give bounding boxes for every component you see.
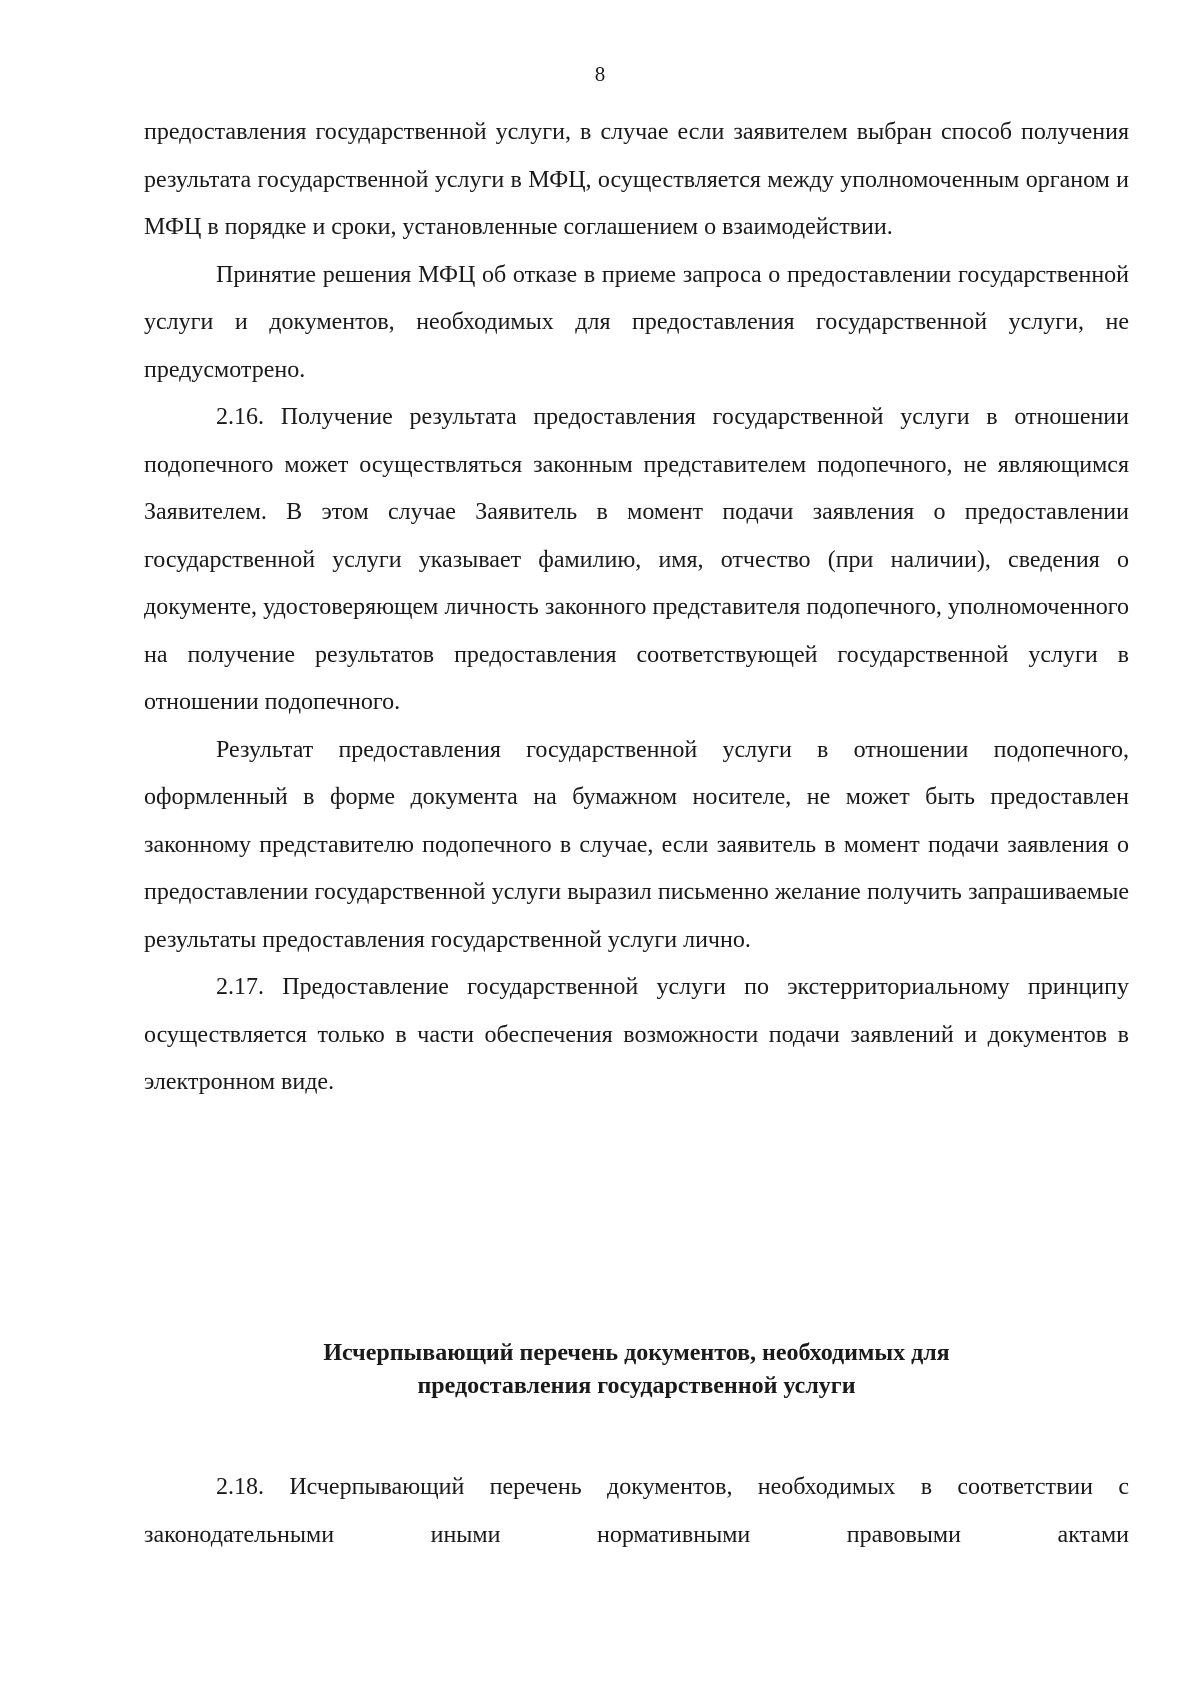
paragraph-5: 2.17. Предоставление государственной услуги по экстерриториальному принципу осуществляется только в части обеспечения возможности подачи заявлений и документов в электронном виде. (144, 974, 1129, 1095)
paragraph-6: 2.18. Исчерпывающий перечень документов, необходимых в соответствии с законодательными иными нормативными правовыми актами (144, 1474, 1129, 1548)
section-heading-line-2: предоставления государственной услуги (417, 1373, 856, 1399)
body-text (144, 109, 1129, 1107)
paragraph-4: Результат предоставления государственной услуги в отношении подопечного, оформленный в форме документа на бумажном носителе, не может быть предоставлен законному представителю подопечного в случае, если заявитель в момент подачи заявления о предоставлении государственной услуги выразил письменно желание получить запрашиваемые результаты предоставления государственной услуги лично. (144, 736, 1129, 953)
paragraph-3: 2.16. Получение результата предоставления государственной услуги в отношении подопечного может осуществляться законным представителем подопечного, не являющимся Заявителем. В этом случае Заявитель в момент подачи заявления о предоставлении государственной услуги указывает фамилию, имя, отчество (при наличии), сведения о документе, удостоверяющем личность законного представителя подопечного, уполномоченного на получение результатов предоставления соответствующей государственной услуги в отношении подопечного. (144, 404, 1129, 715)
final-paragraph-block (144, 1464, 1129, 1559)
paragraph-1: предоставления государственной услуги, в случае если заявителем выбран способ получения результата государственной услуги в МФЦ, осуществляется между уполномоченным органом и МФЦ в порядке и сроки, установленные соглашением о взаимодействии. (144, 119, 1129, 240)
paragraph-2: Принятие решения МФЦ об отказе в приеме запроса о предоставлении государственной услуги и документов, необходимых для предоставления государственной услуги, не предусмотрено. (144, 261, 1129, 383)
page-number: 8 (594, 62, 606, 86)
section-heading-line-1: Исчерпывающий перечень документов, необходимых для (323, 1340, 950, 1366)
section-heading (144, 1337, 1129, 1403)
